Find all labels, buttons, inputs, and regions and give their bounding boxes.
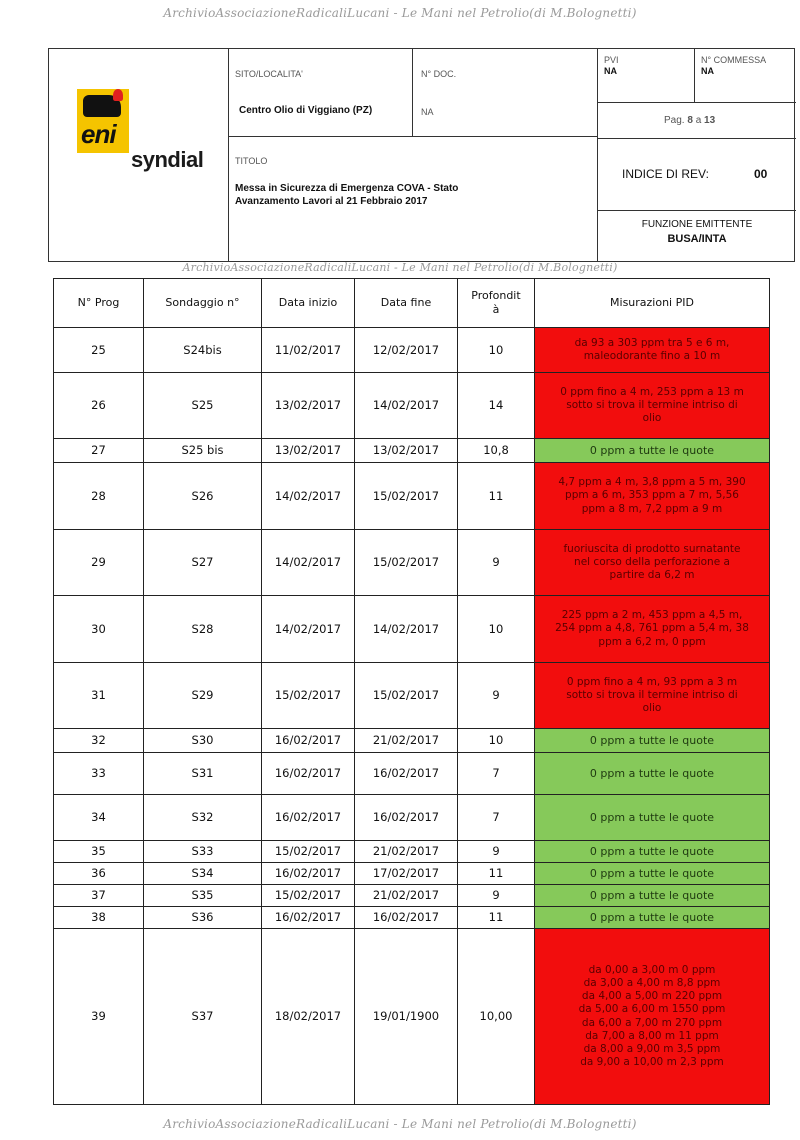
table-row [54, 841, 770, 863]
cell-data-fine: 14/02/2017 [355, 596, 458, 663]
cell-profondita: 9 [458, 885, 535, 907]
cell-sondaggio: S35 [144, 885, 262, 907]
table-row [54, 373, 770, 439]
cell-sondaggio: S25 [144, 373, 262, 439]
cell-prog: 29 [54, 530, 144, 596]
cell-profondita: 10,8 [458, 439, 535, 463]
cell-misurazioni-pid [535, 328, 770, 373]
indice-value: 00 [754, 167, 768, 181]
pid-line: 0 ppm a tutte le quote [589, 910, 715, 924]
cell-data-inizio: 15/02/2017 [262, 663, 355, 729]
cell-data-fine: 21/02/2017 [355, 885, 458, 907]
cell-profondita: 9 [458, 841, 535, 863]
pid-line: da 3,00 a 4,00 m 8,8 ppm [583, 977, 721, 990]
cell-misurazioni-pid [535, 795, 770, 841]
cell-prog: 32 [54, 729, 144, 753]
cell-data-inizio: 13/02/2017 [262, 373, 355, 439]
cell-sondaggio: S34 [144, 863, 262, 885]
cell-misurazioni-pid [535, 596, 770, 663]
indice-label: INDICE DI REV: [622, 167, 709, 181]
header-data-fine: Data fine [355, 279, 458, 328]
cell-profondita: 11 [458, 907, 535, 929]
pvi-value: NA [604, 66, 617, 76]
table-row [54, 530, 770, 596]
cell-data-inizio: 11/02/2017 [262, 328, 355, 373]
cell-data-inizio: 14/02/2017 [262, 463, 355, 530]
pid-line: da 6,00 a 7,00 m 270 ppm [581, 1016, 723, 1029]
cell-data-fine: 17/02/2017 [355, 863, 458, 885]
cell-misurazioni-pid [535, 729, 770, 753]
cell-misurazioni-pid [535, 863, 770, 885]
cell-misurazioni-pid [535, 907, 770, 929]
table-row [54, 729, 770, 753]
cell-misurazioni-pid [535, 885, 770, 907]
ndoc-cell [413, 49, 598, 137]
pid-line: 0 ppm a tutte le quote [589, 888, 715, 902]
cell-prog: 34 [54, 795, 144, 841]
site-label: SITO/LOCALITA' [235, 69, 303, 79]
cell-sondaggio: S26 [144, 463, 262, 530]
cell-prog: 36 [54, 863, 144, 885]
cell-data-fine: 15/02/2017 [355, 663, 458, 729]
cell-misurazioni-pid [535, 929, 770, 1105]
cell-prog: 37 [54, 885, 144, 907]
cell-data-fine: 13/02/2017 [355, 439, 458, 463]
cell-prog: 35 [54, 841, 144, 863]
cell-data-fine: 16/02/2017 [355, 753, 458, 795]
cell-sondaggio: S37 [144, 929, 262, 1105]
cell-sondaggio: S33 [144, 841, 262, 863]
pid-line: 4,7 ppm a 4 m, 3,8 ppm a 5 m, 390 [558, 476, 746, 489]
page-current: 8 [687, 115, 693, 126]
table-row [54, 753, 770, 795]
cell-profondita: 9 [458, 530, 535, 596]
cell-data-fine: 15/02/2017 [355, 530, 458, 596]
cell-data-inizio: 14/02/2017 [262, 530, 355, 596]
watermark-top: ArchivioAssociazioneRadicaliLucani - Le Mani nel Petrolio(di M.Bolognetti) [163, 6, 637, 20]
cell-profondita: 11 [458, 463, 535, 530]
pid-line: da 7,00 a 8,00 m 11 ppm [585, 1029, 719, 1042]
pid-measurements-table [53, 278, 770, 1105]
cell-misurazioni-pid [535, 841, 770, 863]
pvi-cell [598, 49, 695, 103]
indice-rev-cell [598, 139, 796, 211]
pid-line: da 9,00 a 10,00 m 2,3 ppm [580, 1055, 724, 1068]
cell-prog: 39 [54, 929, 144, 1105]
cell-data-inizio: 16/02/2017 [262, 795, 355, 841]
cell-sondaggio: S27 [144, 530, 262, 596]
cell-sondaggio: S32 [144, 795, 262, 841]
cell-profondita: 7 [458, 795, 535, 841]
page-number-cell [598, 103, 796, 139]
cell-prog: 28 [54, 463, 144, 530]
header-prog: N° Prog [54, 279, 144, 328]
page-prefix: Pag. [664, 115, 685, 126]
cell-misurazioni-pid [535, 439, 770, 463]
cell-prog: 33 [54, 753, 144, 795]
cell-profondita: 10 [458, 328, 535, 373]
cell-profondita: 14 [458, 373, 535, 439]
table-row [54, 929, 770, 1105]
cell-sondaggio: S31 [144, 753, 262, 795]
document-header [48, 48, 795, 262]
titolo-line-2: Avanzamento Lavori al 21 Febbraio 2017 [235, 196, 428, 207]
cell-prog: 30 [54, 596, 144, 663]
table-row [54, 328, 770, 373]
ncommessa-value: NA [701, 66, 714, 76]
pid-line: olio [642, 702, 662, 715]
cell-data-fine: 14/02/2017 [355, 373, 458, 439]
cell-data-inizio: 18/02/2017 [262, 929, 355, 1105]
pid-line: sotto si trova il termine intriso di [566, 398, 738, 411]
cell-data-fine: 19/01/1900 [355, 929, 458, 1105]
funzione-label: FUNZIONE EMITTENTE [641, 219, 753, 230]
table-row [54, 463, 770, 530]
pid-line: da 93 a 303 ppm tra 5 e 6 m, [574, 336, 730, 349]
pid-line: ppm a 6 m, 353 ppm a 7 m, 5,56 [565, 489, 739, 502]
table-row [54, 863, 770, 885]
pid-line: maleodorante fino a 10 m [583, 350, 721, 362]
cell-data-fine: 12/02/2017 [355, 328, 458, 373]
page-number [664, 115, 715, 126]
pid-line: 0 ppm a tutte le quote [589, 866, 715, 880]
pvi-label: PVI [604, 55, 619, 65]
table-row [54, 439, 770, 463]
pid-line: ppm a 8 m, 7,2 ppm a 9 m [581, 502, 723, 515]
table-row [54, 907, 770, 929]
cell-profondita: 7 [458, 753, 535, 795]
header-sondaggio: Sondaggio n° [144, 279, 262, 328]
table-row [54, 596, 770, 663]
cell-misurazioni-pid [535, 663, 770, 729]
pid-line: 0 ppm a tutte le quote [589, 443, 715, 457]
pid-line: da 8,00 a 9,00 m 3,5 ppm [583, 1042, 721, 1055]
cell-prog: 25 [54, 328, 144, 373]
watermark-middle: ArchivioAssociazioneRadicaliLucani - Le Mani nel Petrolio(di M.Bolognetti) [182, 261, 618, 274]
cell-sondaggio: S24bis [144, 328, 262, 373]
cell-sondaggio: S30 [144, 729, 262, 753]
pid-line: sotto si trova il termine intriso di [566, 688, 738, 701]
cell-profondita: 10 [458, 596, 535, 663]
ndoc-value: NA [421, 107, 434, 117]
pid-line: 0 ppm a tutte le quote [589, 810, 715, 824]
site-value: Centro Olio di Viggiano (PZ) [239, 105, 373, 116]
six-legged-dog-icon [83, 95, 121, 117]
cell-prog: 38 [54, 907, 144, 929]
cell-profondita: 11 [458, 863, 535, 885]
pid-line: 254 ppm a 4,8, 761 ppm a 5,4 m, 38 [555, 622, 749, 635]
cell-sondaggio: S28 [144, 596, 262, 663]
flame-icon [113, 89, 123, 101]
pid-line: 0 ppm a tutte le quote [589, 844, 715, 858]
cell-data-inizio: 15/02/2017 [262, 841, 355, 863]
cell-data-inizio: 14/02/2017 [262, 596, 355, 663]
pid-line: da 5,00 a 6,00 m 1550 ppm [578, 1003, 726, 1016]
pid-line: 0 ppm a tutte le quote [589, 733, 715, 747]
pid-line: 0 ppm fino a 4 m, 93 ppm a 3 m [566, 675, 738, 688]
pid-line: 0 ppm a tutte le quote [589, 766, 715, 780]
ncommessa-cell [695, 49, 796, 103]
cell-data-fine: 21/02/2017 [355, 729, 458, 753]
site-cell [229, 49, 413, 137]
page-total: 13 [704, 115, 716, 126]
header-profondita [458, 279, 535, 328]
cell-prog: 26 [54, 373, 144, 439]
ncommessa-label: N° COMMESSA [701, 55, 767, 65]
pid-line: ppm a 6,2 m, 0 ppm [598, 635, 706, 648]
cell-data-inizio: 16/02/2017 [262, 729, 355, 753]
cell-profondita: 10 [458, 729, 535, 753]
cell-data-fine: 21/02/2017 [355, 841, 458, 863]
cell-data-inizio: 15/02/2017 [262, 885, 355, 907]
page-sep: a [695, 115, 702, 126]
table-row [54, 663, 770, 729]
logo-eni-text: eni [81, 119, 116, 149]
titolo-line-1: Messa in Sicurezza di Emergenza COVA - Stato [235, 183, 459, 194]
pid-line: nel corso della perforazione a [574, 555, 730, 568]
cell-data-inizio: 16/02/2017 [262, 907, 355, 929]
titolo-cell [229, 137, 598, 262]
cell-profondita: 9 [458, 663, 535, 729]
cell-sondaggio: S36 [144, 907, 262, 929]
cell-prog: 31 [54, 663, 144, 729]
cell-profondita: 10,00 [458, 929, 535, 1105]
funzione-value: BUSA/INTA [667, 233, 727, 245]
eni-logo-icon [77, 89, 129, 153]
logo-area [49, 49, 229, 262]
pid-line: da 4,00 a 5,00 m 220 ppm [581, 990, 723, 1003]
cell-misurazioni-pid [535, 463, 770, 530]
cell-misurazioni-pid [535, 373, 770, 439]
ndoc-label: N° DOC. [421, 69, 457, 79]
cell-data-inizio: 16/02/2017 [262, 753, 355, 795]
table-row [54, 885, 770, 907]
watermark-bottom: ArchivioAssociazioneRadicaliLucani - Le Mani nel Petrolio(di M.Bolognetti) [163, 1117, 637, 1131]
header-data-inizio: Data inizio [262, 279, 355, 328]
titolo-label: TITOLO [235, 156, 268, 166]
header-profondita-part2: à [492, 303, 500, 316]
cell-sondaggio: S29 [144, 663, 262, 729]
table-row [54, 795, 770, 841]
cell-sondaggio: S25 bis [144, 439, 262, 463]
pid-line: partire da 6,2 m [609, 569, 695, 582]
cell-misurazioni-pid [535, 530, 770, 596]
logo-syndial-text: syndial [131, 147, 204, 172]
pid-line: olio [642, 412, 662, 425]
pid-line: fuoriuscita di prodotto surnatante [563, 542, 741, 555]
header-misurazioni-pid: Misurazioni PID [535, 279, 770, 328]
cell-data-fine: 16/02/2017 [355, 795, 458, 841]
table-header-row [54, 279, 770, 328]
pid-line: da 0,00 a 3,00 m 0 ppm [588, 964, 716, 976]
cell-data-inizio: 13/02/2017 [262, 439, 355, 463]
cell-data-fine: 15/02/2017 [355, 463, 458, 530]
funzione-cell [598, 211, 796, 262]
header-profondita-part1: Profondit [471, 289, 521, 303]
cell-data-inizio: 16/02/2017 [262, 863, 355, 885]
table-body [54, 328, 770, 1105]
pid-line: 225 ppm a 2 m, 453 ppm a 4,5 m, [561, 609, 743, 622]
cell-data-fine: 16/02/2017 [355, 907, 458, 929]
cell-prog: 27 [54, 439, 144, 463]
pid-line: 0 ppm fino a 4 m, 253 ppm a 13 m [560, 385, 744, 398]
cell-misurazioni-pid [535, 753, 770, 795]
